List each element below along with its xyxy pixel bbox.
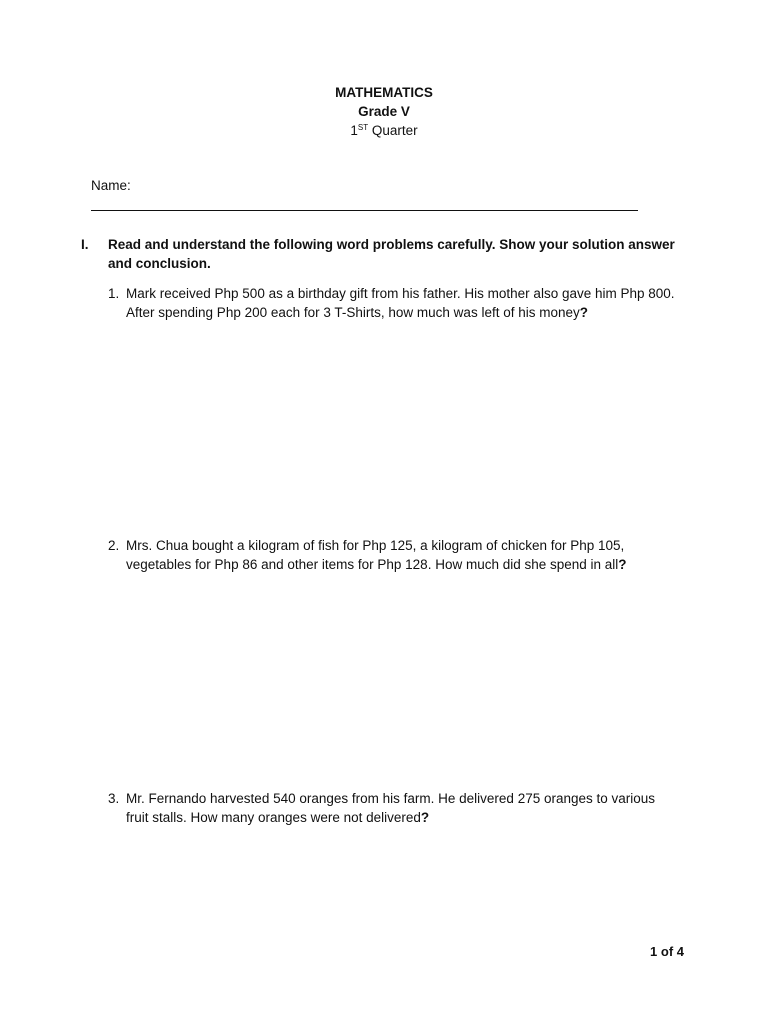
subject-title: MATHEMATICS: [335, 85, 433, 100]
problem-number: 2.: [108, 538, 120, 553]
grade-level: Grade V: [358, 104, 410, 119]
problem-line-1: Mark received Php 500 as a birthday gift from his father. His mother also gave him Php 800.: [126, 286, 675, 301]
name-label: Name:: [91, 178, 131, 193]
instruction-line-1: Read and understand the following word problems carefully. Show your solution answer: [108, 237, 675, 252]
problem-line-2-text: fruit stalls. How many oranges were not delivered: [126, 810, 421, 825]
name-underline[interactable]: [91, 210, 638, 211]
problem-line-2: [126, 303, 696, 322]
question-mark: ?: [579, 305, 588, 320]
question-mark: ?: [618, 557, 627, 572]
problem-number: 1.: [108, 286, 120, 301]
problem-text: [126, 284, 696, 322]
problem-line-2: [126, 555, 696, 574]
section-number: I.: [81, 237, 89, 252]
problem-line-1: Mrs. Chua bought a kilogram of fish for Php 125, a kilogram of chicken for Php 105,: [126, 538, 625, 553]
instruction-line-2: and conclusion.: [108, 256, 211, 271]
problem-number: 3.: [108, 791, 120, 806]
problem-line-2-text: After spending Php 200 each for 3 T-Shirts, how much was left of his money: [126, 305, 580, 320]
quarter-superscript: ST: [357, 123, 369, 132]
document-header: [0, 83, 768, 140]
quarter-number: 1: [350, 123, 358, 138]
problem-line-1: Mr. Fernando harvested 540 oranges from his farm. He delivered 275 oranges to various: [126, 791, 656, 806]
quarter-word: Quarter: [368, 123, 418, 138]
quarter-label: [0, 121, 768, 140]
problem-text: [126, 789, 696, 827]
page-indicator: 1 of 4: [650, 944, 684, 959]
problem-line-2: [126, 808, 696, 827]
problem-line-2-text: vegetables for Php 86 and other items for Php 128. How much did she spend in all: [126, 557, 619, 572]
question-mark: ?: [420, 810, 430, 825]
problem-text: [126, 536, 696, 574]
instruction-text: [108, 235, 678, 273]
